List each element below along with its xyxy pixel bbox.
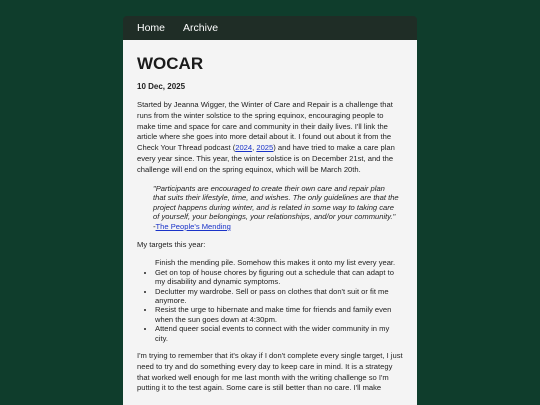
post-title: WOCAR (137, 54, 204, 73)
targets-list (137, 258, 403, 343)
quote-text: "Participants are encouraged to create their own care and repair plan that suits their lifestyle, time, and wishes. The only guidelines are that the project happens during winter, and is related in some way to taking care of yourself, your belongings, your relationships, and/or your community." - (153, 183, 399, 231)
podcast-2024-link[interactable]: 2024 (235, 143, 253, 153)
intro-text-2: ) and have tried to make a care plan every year since. This year, the winter solstice is on December 21st, and the challenge will end on the spring equinox, which will be March 20th. (137, 143, 395, 174)
podcast-2025-link[interactable]: 2025 (256, 143, 274, 153)
nav-home-link[interactable]: Home (137, 22, 166, 34)
intro-text-1: Started by Jeanna Wigger, the Winter of Care and Repair is a challenge that runs from the winter solstice to the spring equinox, encouraging people to make time and space for care and community in their daily lives. I'll link the article where she goes into more detail about it. I found out about it from the Check Your Thread podcast ( (137, 100, 393, 153)
top-nav (123, 16, 417, 40)
targets-heading: My targets this year: (137, 239, 206, 249)
post-content (123, 40, 417, 405)
post-date: 10 Dec, 2025 (137, 82, 186, 91)
nav-archive-link[interactable]: Archive (183, 22, 219, 34)
outro-paragraph: I'm trying to remember that it's okay if I don't complete every single target, I just need to try and do something every day to keep care in mind. It is a strategy that worked well enough for me last month with the writing challenge so I'm putting it to the test again. Some care is still better than no care. I'll make (137, 351, 403, 393)
intro-paragraph (137, 100, 403, 176)
list-item: • Attend queer social events to connect with the wider community in my city. (155, 324, 403, 343)
page-frame (123, 16, 417, 405)
list-item: • Get on top of house chores by figuring out a schedule that can adapt to my disability and dynamic symptoms. (155, 268, 403, 287)
list-item: Finish the mending pile. Somehow this makes it onto my list every year. (155, 258, 396, 268)
link-separator: , (252, 143, 257, 153)
list-item: • Resist the urge to hibernate and make time for friends and family even when the sun goes down at 4:30pm. (155, 305, 403, 324)
peoples-mending-link[interactable]: The People's Mending (155, 221, 231, 231)
quote-block (153, 184, 403, 232)
list-item: • Declutter my wardrobe. Sell or pass on clothes that don't suit or fit me anymore. (155, 287, 403, 306)
